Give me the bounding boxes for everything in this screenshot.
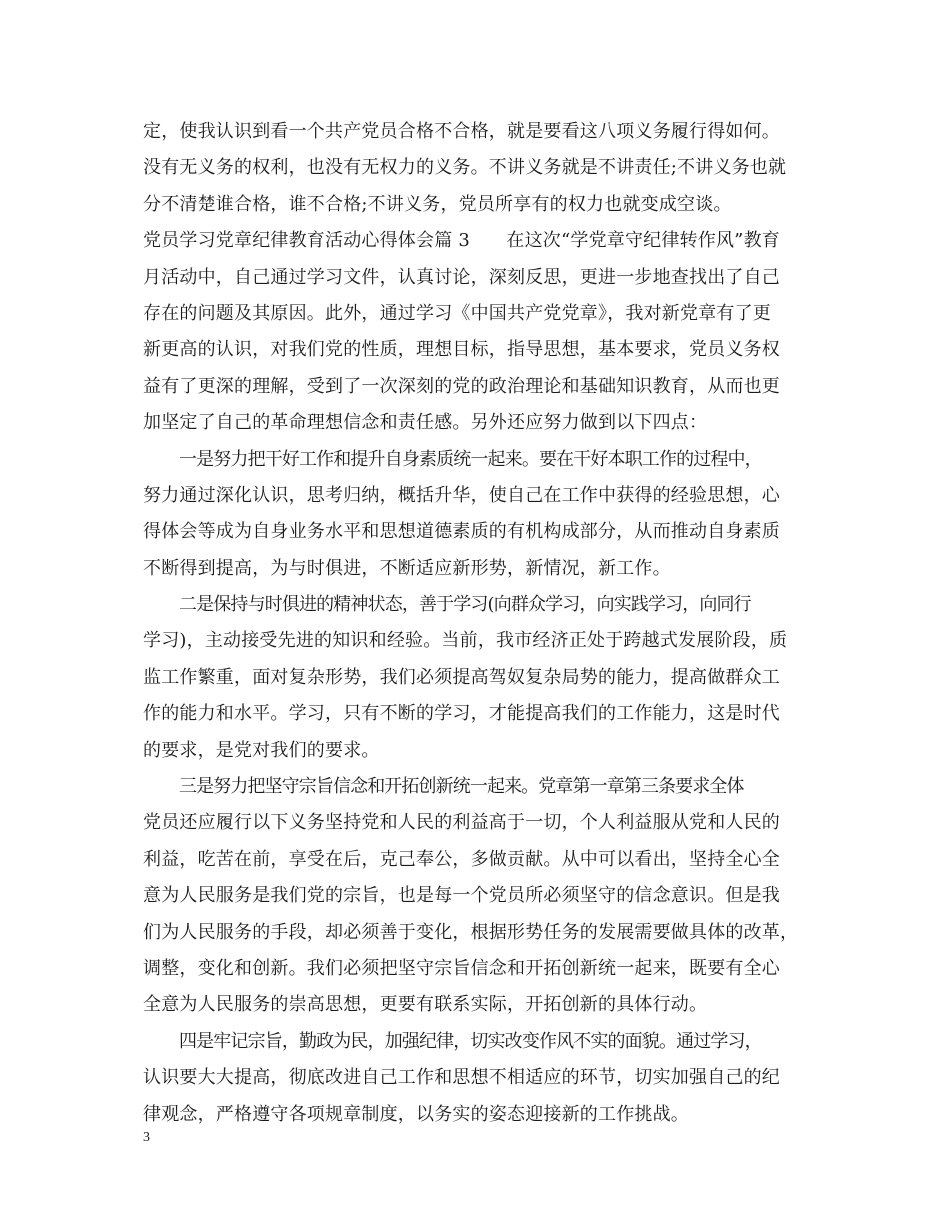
text-line: 月活动中，自己通过学习文件，认真讨论，深刻反思，更进一步地查找出了自己 [143,266,780,288]
text-line: 分不清楚谁合格，谁不合格;不讲义务，党员所享有的权力也就变成空谈。 [143,193,732,215]
text-line: 没有无义务的权利，也没有无权力的义务。不讲义务就是不讲责任;不讲义务也就 [143,157,787,179]
text-line: 二是保持与时俱进的精神状态，善于学习(向群众学习，向实践学习，向同行 [179,594,751,616]
text-line: 监工作繁重，面对复杂形势，我们必须提高驾奴复杂局势的能力，提高做群众工 [143,666,780,688]
text-line: 的要求，是党对我们的要求。 [143,739,380,761]
text-line: 四是牢记宗旨，勤政为民，加强纪律，切实改变作风不实的面貌。通过学习， [179,1030,762,1052]
text-line: 律观念，严格遵守各项规章制度，以务实的姿态迎接新的工作挑战。 [143,1103,689,1125]
text-line: 全意为人民服务的崇高思想，更要有联系实际，开拓创新的具体行动。 [143,994,708,1016]
text-line: 意为人民服务是我们党的宗旨，也是每一个党员所必须坚守的信念意识。但是我 [143,885,780,907]
text-line: 新更高的认识，对我们党的性质，理想目标，指导思想，基本要求，党员义务权 [143,339,780,361]
text-line: 党员还应履行以下义务坚持党和人民的利益高于一切，个人利益服从党和人民的 [143,812,780,834]
text-line: 学习)，主动接受先进的知识和经验。当前，我市经济正处于跨越式发展阶段，质 [143,630,788,652]
text-line: 认识要大大提高，彻底改进自己工作和思想不相适应的环节，切实加强自己的纪 [143,1067,780,1089]
text-line: 益有了更深的理解，受到了一次深刻的党的政治理论和基础知识教育，从而也更 [143,375,780,397]
text-line: 得体会等成为自身业务水平和思想道德素质的有机构成部分，从而推动自身素质 [143,521,780,543]
text-line: 利益，吃苦在前，享受在后，克己奉公，多做贡献。从中可以看出，坚持全心全 [143,848,780,870]
text-line: 党员学习党章纪律教育活动心得体会篇 3 在这次“学党章守纪律转作风”教育 [143,230,780,252]
text-line: 努力通过深化认识，思考归纳，概括升华，使自己在工作中获得的经验思想，心 [143,484,780,506]
text-line: 们为人民服务的手段，却必须善于变化，根据形势任务的发展需要做具体的改革， [143,921,799,943]
text-line: 作的能力和水平。学习，只有不断的学习，才能提高我们的工作能力，这是时代 [143,703,780,725]
text-line: 定，使我认识到看一个共产党员合格不合格，就是要看这八项义务履行得如何。 [143,121,780,142]
text-line: 调整，变化和创新。我们必须把坚守宗旨信念和开拓创新统一起来，既要有全心 [143,957,780,979]
text-line: 不断得到提高，为与时俱进，不断适应新形势，新情况，新工作。 [143,557,671,579]
text-line: 存在的问题及其原因。此外，通过学习《中国共产党党章》，我对新党章有了更 [143,302,771,324]
document-body [143,114,823,1133]
text-line: 一是努力把干好工作和提升自身素质统一起来。要在干好本职工作的过程中， [179,448,762,470]
page-number: 3 [143,1130,150,1145]
text-line: 加坚定了自己的革命理想信念和责任感。另外还应努力做到以下四点： [143,412,708,434]
text-line: 三是努力把坚守宗旨信念和开拓创新统一起来。党章第一章第三条要求全体 [179,776,744,798]
